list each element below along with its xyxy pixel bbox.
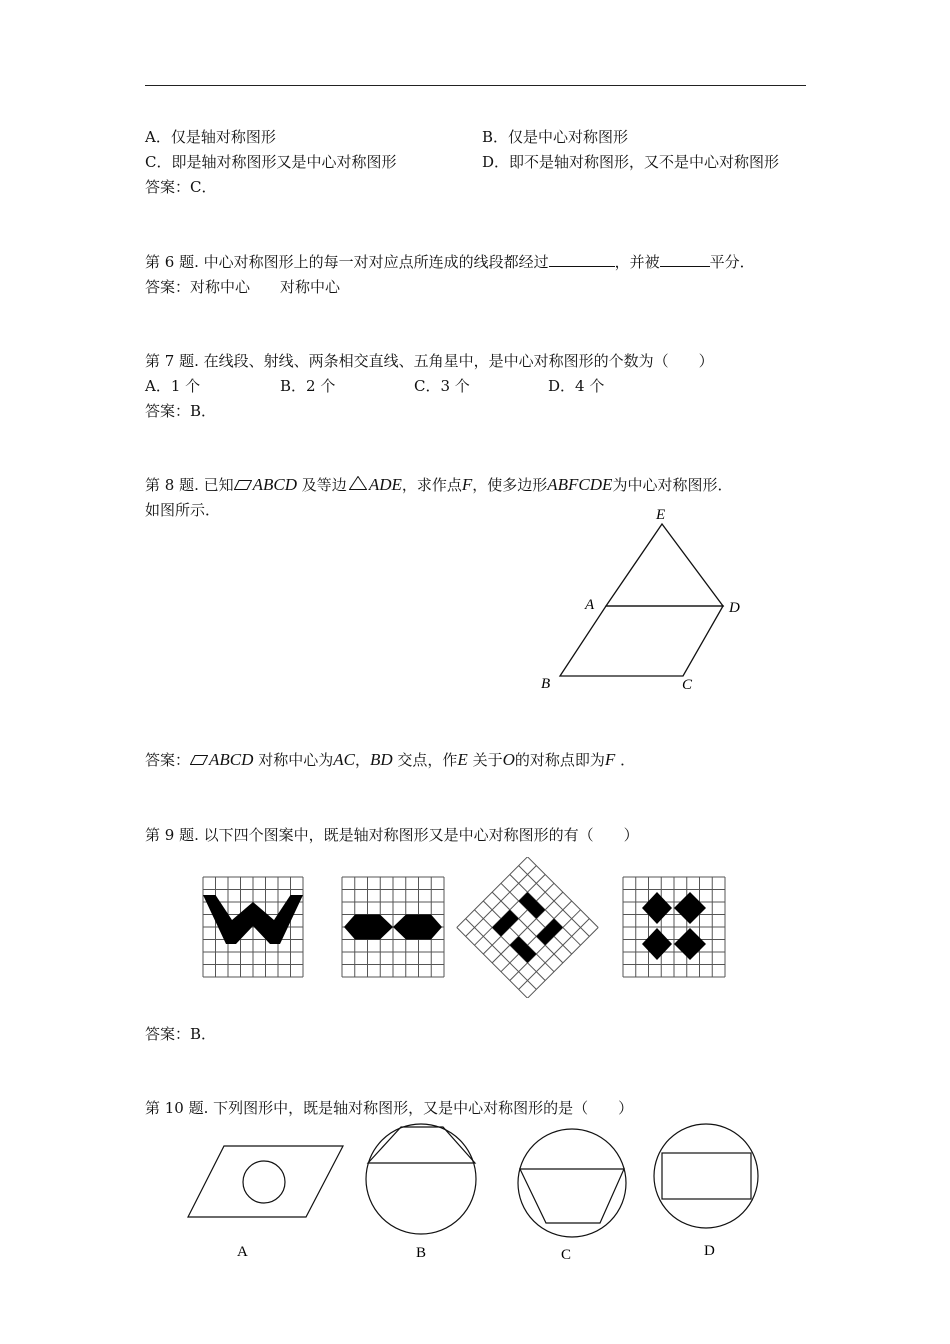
q7-option-b: B．2 个 <box>280 377 336 395</box>
q8-point-f: F <box>461 475 473 494</box>
q7-stem: 第 7 题. 在线段、射线、两条相交直线、五角星中，是中心对称图形的个数为（ ） <box>145 352 714 370</box>
grid-lines <box>457 857 598 998</box>
label-b: B <box>541 676 551 692</box>
triangle-ade <box>606 524 723 606</box>
q8-triangle-name: ADE <box>368 475 402 494</box>
q8-answer-bd: BD <box>369 750 393 769</box>
q8-stem-prefix: 第 8 题. 已知 <box>145 476 234 494</box>
grid-lines <box>623 877 725 977</box>
q6-stem <box>145 252 755 272</box>
q8-answer-mid1: 对称中心为 <box>258 751 334 769</box>
figure-c-trapezoid <box>520 1169 624 1223</box>
parallelogram-abcd <box>560 606 723 676</box>
figure-b-polygon <box>368 1127 475 1163</box>
label-d: D <box>704 1243 715 1259</box>
label-a: A <box>237 1244 248 1260</box>
q5-option-b: B．仅是中心对称图形 <box>482 128 629 146</box>
q8-figure <box>530 500 760 700</box>
diamond <box>674 892 706 924</box>
q8-polygon-name: ABFCDE <box>547 475 613 494</box>
q8-stem-mid3: ，使多边形 <box>472 476 548 494</box>
label-c: C <box>682 677 693 693</box>
q8-stem <box>145 475 732 495</box>
q8-stem-mid1: 及等边 <box>301 476 347 494</box>
label-d: D <box>729 600 740 616</box>
label-e: E <box>656 507 666 523</box>
q7-option-a: A．1 个 <box>145 377 201 395</box>
hexagon-left <box>344 915 393 940</box>
q9-pattern-w <box>202 876 305 979</box>
label-a: A <box>585 597 595 613</box>
figure-b-circle <box>366 1124 476 1234</box>
header-rule <box>145 85 806 86</box>
figure-a-parallelogram <box>188 1146 343 1217</box>
q6-stem-prefix: 第 6 题. 中心对称图形上的每一对对应点所连成的线段都经过 <box>145 253 549 271</box>
diamond <box>642 928 672 960</box>
q6-blank-1 <box>549 252 615 267</box>
q9-pattern-diamond-ring <box>455 857 600 998</box>
q8-answer-ac: AC <box>333 750 355 769</box>
q8-answer-e: E <box>457 750 468 769</box>
diamond <box>642 892 672 924</box>
figure-c-circle <box>518 1129 626 1237</box>
figure-d-rectangle <box>662 1153 751 1199</box>
q8-answer-mid3: 关于 <box>472 751 503 769</box>
q9-stem: 第 9 题. 以下四个图案中，既是轴对称图形又是中心对称图形的有（ ） <box>145 826 639 844</box>
q7-option-c: C．3 个 <box>414 377 470 395</box>
label-b: B <box>416 1245 427 1261</box>
q8-stem-line2: 如图所示． <box>145 501 221 519</box>
label-c: C <box>561 1247 572 1263</box>
q8-answer-mid4: 的对称点即为 <box>514 751 605 769</box>
q6-stem-suffix: 平分． <box>709 253 755 271</box>
q5-option-a: A．仅是轴对称图形 <box>145 128 276 146</box>
q6-stem-mid: ，并被 <box>614 253 660 271</box>
q10-figures <box>185 1120 775 1270</box>
diamond <box>674 928 706 960</box>
q6-blank-2 <box>660 252 710 267</box>
q7-option-d: D．4 个 <box>548 377 605 395</box>
q5-option-c: C．即是轴对称图形又是中心对称图形 <box>145 153 397 171</box>
q7-answer: 答案：B． <box>145 402 217 420</box>
parallelogram-symbol-icon <box>190 755 208 765</box>
q8-parallelogram-name: ABCD <box>252 475 298 494</box>
q8-stem-mid2: ，求作点 <box>401 476 462 494</box>
q8-answer-mid2: 交点，作 <box>397 751 458 769</box>
figure-d-circle <box>654 1124 758 1228</box>
q6-answer: 答案：对称中心 对称中心 <box>145 278 341 296</box>
q8-answer-o: O <box>502 750 515 769</box>
q8-answer-prefix: 答案： <box>145 751 191 769</box>
q9-answer: 答案：B． <box>145 1025 217 1043</box>
q5-answer: 答案：C． <box>145 178 217 196</box>
q8-stem-suffix: 为中心对称图形． <box>612 476 733 494</box>
q8-answer-comma: ， <box>354 751 370 769</box>
q8-answer <box>145 750 635 770</box>
q8-answer-end: ． <box>620 751 636 769</box>
figure-a-circle <box>243 1161 285 1203</box>
q9-pattern-hexagons <box>341 876 446 979</box>
q9-pattern-four-diamonds <box>622 876 727 979</box>
triangle-symbol-icon <box>349 475 367 489</box>
grid-lines <box>203 877 303 977</box>
q8-answer-para: ABCD <box>209 750 254 769</box>
q5-option-d: D．即不是轴对称图形，又不是中心对称图形 <box>482 153 780 171</box>
parallelogram-symbol-icon <box>234 480 252 490</box>
q8-answer-f: F <box>604 750 616 769</box>
q10-stem: 第 10 题. 下列图形中，既是轴对称图形，又是中心对称图形的是（ ） <box>145 1099 634 1117</box>
hexagon-right <box>393 915 442 940</box>
